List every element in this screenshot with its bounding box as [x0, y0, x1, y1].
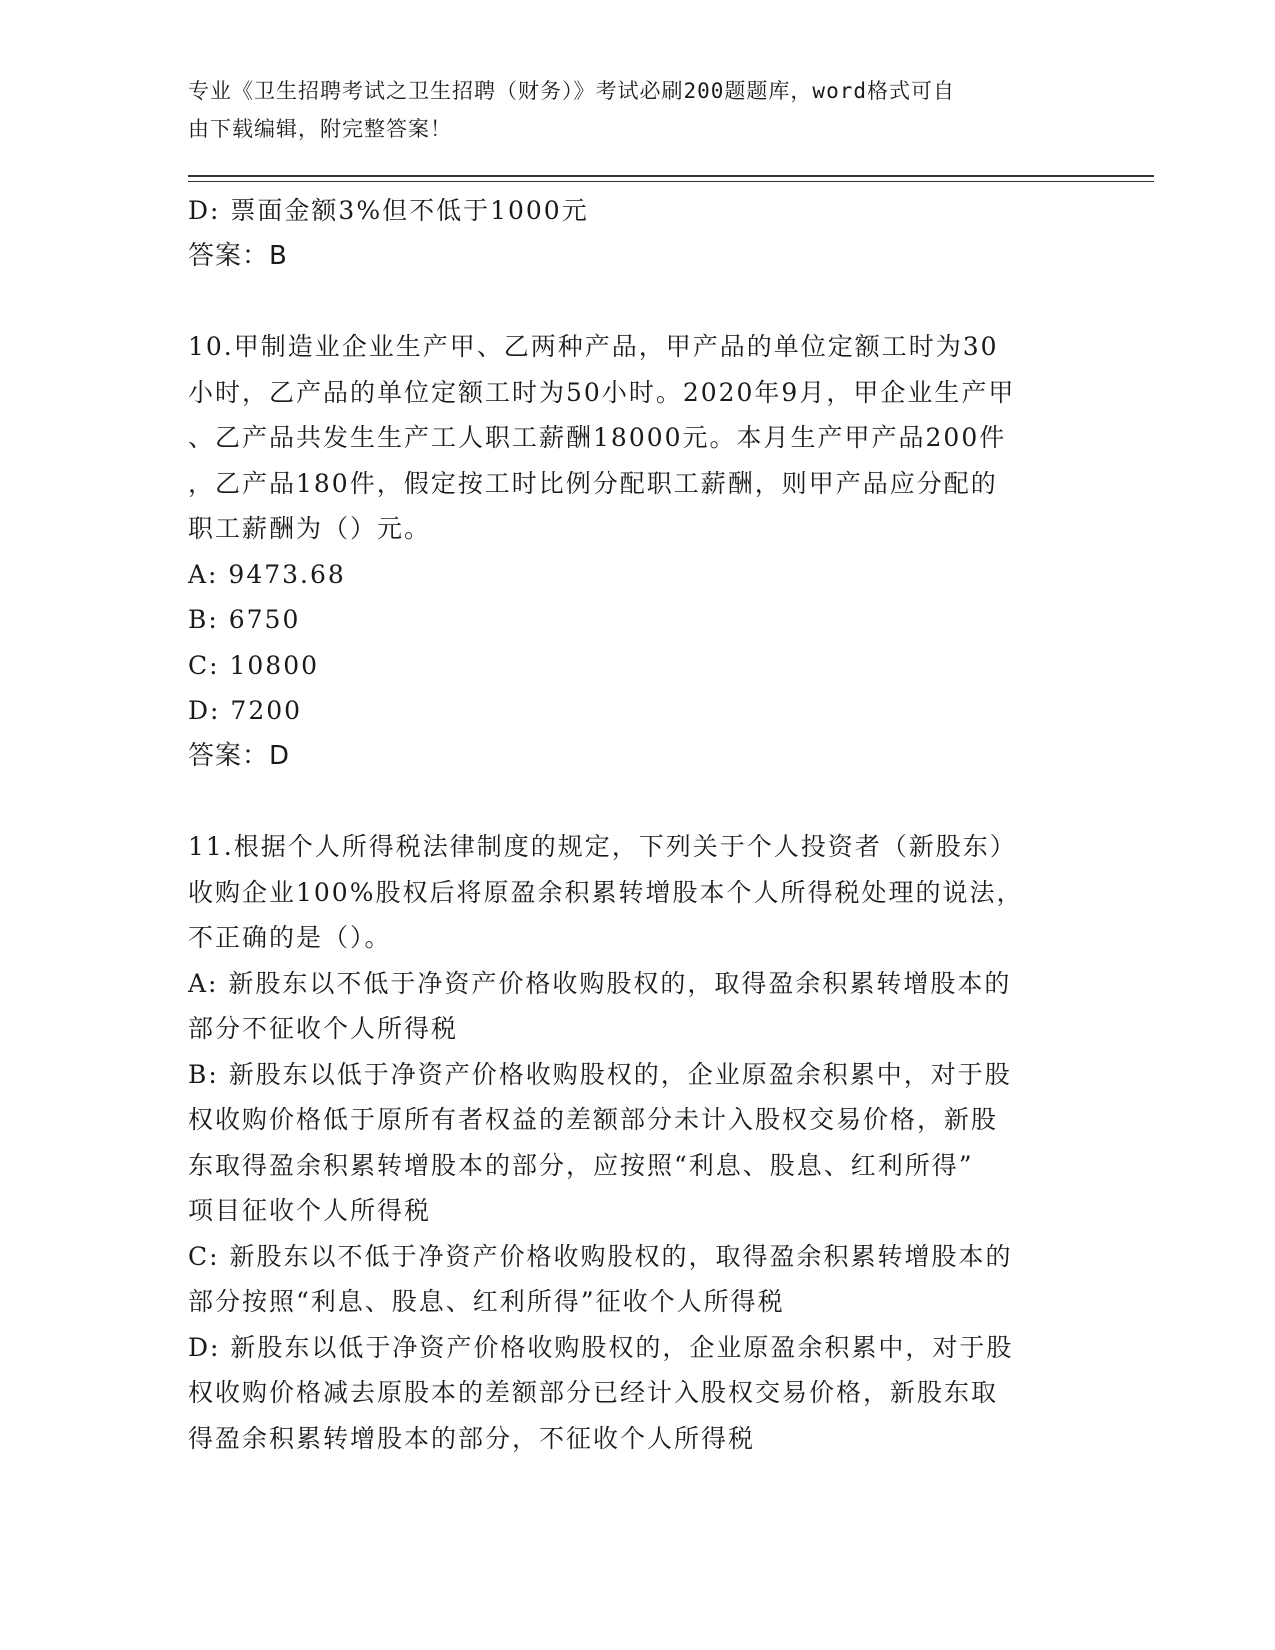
question-text-line: 、乙产品共发生生产工人职工薪酬18000元。本月生产甲产品200件 [188, 423, 1007, 452]
question-text-line: 不正确的是（）。 [188, 923, 392, 952]
header-line-2: 由下载编辑，附完整答案！ [188, 117, 452, 141]
header-divider-thin [188, 181, 1154, 182]
question-text-line: ，乙产品180件，假定按工时比例分配职工薪酬，则甲产品应分配的 [188, 468, 998, 498]
answer: 答案：D [188, 740, 291, 771]
document-header [188, 72, 1068, 148]
option-b-line: B: 新股东以低于净资产价格收购股权的，企业原盈余积累中，对于股 [188, 1059, 1012, 1089]
option-b-line: 项目征收个人所得税 [188, 1196, 432, 1225]
question-text-line: 职工薪酬为（）元。 [188, 514, 432, 543]
option-d-line: D: 新股东以低于净资产价格收购股权的，企业原盈余积累中，对于股 [188, 1332, 1014, 1362]
option-c-line: C: 新股东以不低于净资产价格收购股权的，取得盈余积累转增股本的 [188, 1241, 1013, 1271]
option-c: C: 10800 [188, 650, 320, 680]
option-b-line: 东取得盈余积累转增股本的部分，应按照“利息、股息、红利所得” [188, 1150, 974, 1180]
option-d: D: 7200 [188, 696, 303, 725]
question-text-line: 10.甲制造业企业生产甲、乙两种产品，甲产品的单位定额工时为30 [188, 332, 999, 361]
prev-answer: 答案：B [188, 240, 288, 271]
question-text-line: 小时，乙产品的单位定额工时为50小时。2020年9月，甲企业生产甲 [188, 377, 1016, 407]
option-a-line: A: 新股东以不低于净资产价格收购股权的，取得盈余积累转增股本的 [188, 968, 1012, 998]
header-divider-thick [188, 175, 1154, 177]
option-b-line: 权收购价格低于原所有者权益的差额部分未计入股权交易价格，新股 [188, 1105, 999, 1134]
option-a: A: 9473.68 [188, 559, 346, 589]
spacer [188, 279, 1088, 324]
option-d-line: 得盈余积累转增股本的部分，不征收个人所得税 [188, 1423, 756, 1453]
option-c-line: 部分按照“利息、股息、红利所得”征收个人所得税 [188, 1287, 785, 1316]
question-text-line: 收购企业100%股权后将原盈余积累转增股本个人所得税处理的说法， [188, 877, 1024, 907]
header-line-1: 专业《卫生招聘考试之卫生招聘（财务）》考试必刷200题题库，word格式可自 [188, 79, 955, 103]
prev-option-d: D: 票面金额3%但不低于1000元 [188, 196, 589, 225]
option-a-line: 部分不征收个人所得税 [188, 1014, 459, 1043]
option-b: B: 6750 [188, 605, 301, 634]
question-10 [188, 324, 1088, 779]
document-body [188, 188, 1088, 1461]
option-d-line: 权收购价格减去原股本的差额部分已经计入股权交易价格，新股东取 [188, 1378, 999, 1407]
question-text-line: 11.根据个人所得税法律制度的规定，下列关于个人投资者（新股东） [188, 832, 1017, 861]
question-11 [188, 824, 1088, 1461]
spacer [188, 779, 1088, 824]
